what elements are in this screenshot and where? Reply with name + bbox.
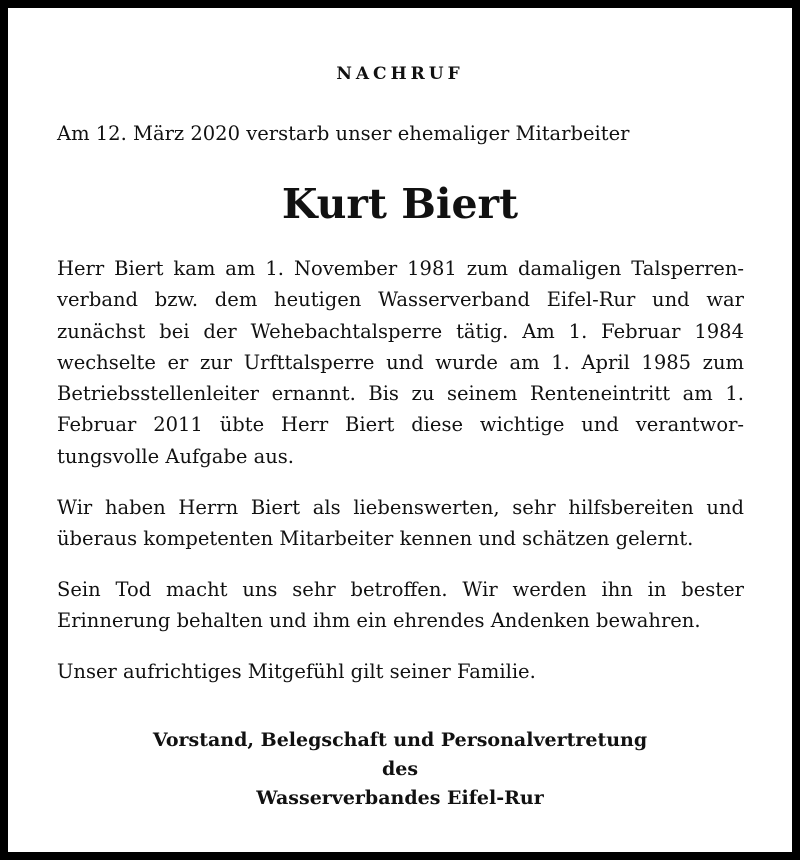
biography-paragraph: Herr Biert kam am 1. November 1981 zum damaligen Talsperrenverband bzw. dem heutigen Wasserverband Eifel-Rur und war zunächst bei der Wehebachtalsperre tätig. Am 1. Februar 1984 wechselte er zur Urfttalsperre und wurde am 1. April 1985 zum Betriebsstellenleiter ernannt. Bis zu seinem Renteneintritt am 1. Februar 2011 übte Herr Biert diese wichtige und verantwortungsvolle Aufgabe aus. — [57, 257, 744, 468]
notice-heading: NACHRUF — [336, 64, 464, 84]
signature-block — [8, 726, 792, 813]
deceased-name: Kurt Biert — [281, 180, 519, 228]
intro-line: Am 12. März 2020 verstarb unser ehemaliger Mitarbeiter — [57, 122, 630, 145]
remembrance-paragraph: Sein Tod macht uns sehr betroffen. Wir werden ihn in bester Erinnerung behalten und ihm ein ehrendes Andenken bewahren. — [57, 578, 744, 633]
signature-line-3: Wasserverbandes Eifel-Rur — [256, 787, 544, 809]
appreciation-paragraph: Wir haben Herrn Biert als liebenswerten, sehr hilfsbereiten und überaus kompetenten Mitarbeiter kennen und schätzen gelernt. — [57, 496, 744, 551]
condolence-paragraph: Unser aufrichtiges Mitgefühl gilt seiner Familie. — [57, 660, 536, 683]
signature-line-1: Vorstand, Belegschaft und Personalvertretung — [152, 729, 648, 751]
signature-line-2: des — [381, 758, 419, 780]
